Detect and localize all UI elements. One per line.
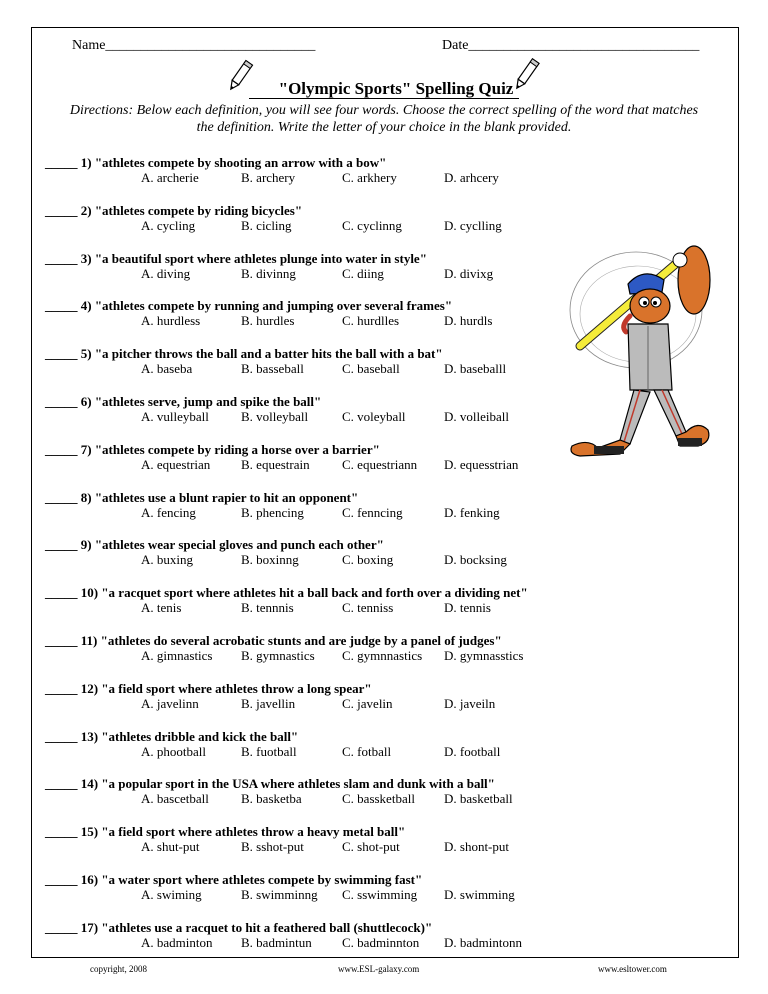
question-stem: _____ 17) "athletes use a racquet to hit a feathered ball (shuttlecock)" bbox=[45, 919, 433, 935]
answer-option: D. bocksing bbox=[444, 552, 507, 568]
answer-option: A. baseba bbox=[141, 361, 193, 377]
question-item bbox=[45, 585, 645, 616]
answer-option: A. swiming bbox=[141, 887, 202, 902]
answer-option: D. badmintonn bbox=[444, 934, 522, 950]
answer-option: C. diing bbox=[342, 265, 384, 281]
answer-option: A. fencing bbox=[141, 504, 196, 520]
answer-option: A. buxing bbox=[141, 552, 193, 568]
answer-option: A. hurdless bbox=[141, 313, 201, 329]
question-item bbox=[45, 203, 645, 234]
question-stem: _____ 6) "athletes serve, jump and spike the ball" bbox=[45, 394, 322, 409]
pencil-icon bbox=[512, 56, 540, 94]
answer-options bbox=[45, 505, 645, 521]
quiz-title: "Olympic Sports" Spelling Quiz bbox=[0, 79, 768, 99]
answer-option: B. sshot-put bbox=[241, 839, 304, 855]
answer-option: B. tennnis bbox=[241, 600, 294, 616]
date-field[interactable]: Date_________________________________ bbox=[442, 38, 700, 53]
question-item bbox=[45, 251, 645, 282]
baseball-player-illustration bbox=[558, 240, 718, 480]
footer-link-esl-galaxy[interactable]: www.ESL-galaxy.com bbox=[338, 964, 420, 974]
answer-option: C. equestriann bbox=[342, 456, 418, 472]
answer-option: C. voleyball bbox=[342, 409, 406, 424]
answer-option: A. bascetball bbox=[141, 791, 209, 807]
answer-option: D. javeiln bbox=[444, 695, 496, 711]
answer-option: B. equestrain bbox=[241, 456, 310, 472]
answer-option: B. divinng bbox=[241, 265, 296, 281]
answer-option: C. javelin bbox=[342, 695, 393, 711]
answer-option: C. arkhery bbox=[342, 170, 397, 185]
directions: Directions: Below each definition, you will see four words. Choose the correct spelling of the word that matches the definition. Write the letter of your choice in the blank provided. bbox=[69, 103, 699, 135]
answer-option: B. javellin bbox=[241, 695, 296, 711]
question-stem: _____ 1) "athletes compete by shooting an arrow with a bow" bbox=[45, 155, 387, 170]
answer-options bbox=[45, 218, 645, 234]
answer-option: B. swimminng bbox=[241, 887, 318, 902]
answer-options bbox=[45, 744, 645, 760]
answer-option: D. fenking bbox=[444, 504, 500, 520]
answer-options bbox=[45, 696, 645, 712]
answer-option: A. equestrian bbox=[141, 456, 211, 472]
answer-options bbox=[45, 457, 645, 473]
name-field[interactable]: Name______________________________ bbox=[72, 38, 316, 53]
answer-option: A. tenis bbox=[141, 600, 182, 616]
answer-options bbox=[45, 887, 645, 903]
question-stem: _____ 11) "athletes do several acrobatic stunts and are judge by a panel of judges" bbox=[45, 633, 502, 648]
answer-options bbox=[45, 935, 645, 951]
answer-option: C. baseball bbox=[342, 361, 400, 377]
question-item bbox=[45, 824, 645, 855]
answer-option: B. volleyball bbox=[241, 409, 309, 424]
question-item bbox=[45, 729, 645, 760]
answer-option: D. gymnasstics bbox=[444, 648, 524, 663]
answer-option: B. boxinng bbox=[241, 552, 299, 568]
answer-option: C. boxing bbox=[342, 552, 394, 568]
answer-option: D. basketball bbox=[444, 791, 513, 807]
question-item bbox=[45, 681, 645, 712]
answer-option: A. badminton bbox=[141, 934, 213, 950]
copyright-text: copyright, 2008 bbox=[90, 964, 147, 974]
answer-option: B. hurdles bbox=[241, 313, 295, 329]
question-item bbox=[45, 920, 645, 951]
answer-option: D. tennis bbox=[444, 600, 491, 616]
answer-option: A. cycling bbox=[141, 217, 196, 233]
question-item bbox=[45, 442, 645, 473]
question-stem: _____ 15) "a field sport where athletes throw a heavy metal ball" bbox=[45, 824, 406, 840]
answer-option: D. equesstrian bbox=[444, 456, 519, 472]
answer-option: D. volleiball bbox=[444, 409, 509, 424]
question-stem: _____ 4) "athletes compete by running and jumping over several frames" bbox=[45, 298, 453, 314]
answer-options bbox=[45, 266, 645, 282]
answer-option: D. shont-put bbox=[444, 839, 509, 855]
question-stem: _____ 7) "athletes compete by riding a horse over a barrier" bbox=[45, 441, 380, 457]
answer-options bbox=[45, 313, 645, 329]
answer-option: A. archerie bbox=[141, 170, 199, 185]
answer-option: D. divixg bbox=[444, 265, 494, 281]
answer-option: B. gymnastics bbox=[241, 648, 315, 663]
answer-options bbox=[45, 361, 645, 377]
question-item bbox=[45, 490, 645, 521]
question-stem: _____ 14) "a popular sport in the USA where athletes slam and dunk with a ball" bbox=[45, 776, 495, 792]
question-stem: _____ 12) "a field sport where athletes throw a long spear" bbox=[45, 680, 372, 696]
answer-options bbox=[45, 170, 645, 186]
answer-option: C. cyclinng bbox=[342, 217, 402, 233]
answer-options bbox=[45, 409, 645, 425]
answer-option: C. fenncing bbox=[342, 504, 403, 520]
question-stem: _____ 9) "athletes wear special gloves and punch each other" bbox=[45, 537, 384, 553]
answer-options bbox=[45, 600, 645, 616]
answer-options bbox=[45, 648, 645, 664]
question-item bbox=[45, 394, 645, 425]
question-stem: _____ 3) "a beautiful sport where athletes plunge into water in style" bbox=[45, 250, 427, 266]
answer-option: A. javelinn bbox=[141, 695, 199, 711]
answer-option: B. fuotball bbox=[241, 743, 297, 759]
question-item bbox=[45, 872, 645, 903]
answer-option: A. diving bbox=[141, 265, 191, 281]
answer-option: D. baseballl bbox=[444, 361, 507, 377]
answer-option: D. swimming bbox=[444, 887, 515, 902]
question-item bbox=[45, 346, 645, 377]
answer-option: B. phencing bbox=[241, 504, 304, 520]
answer-option: D. football bbox=[444, 743, 501, 759]
answer-option: B. basketba bbox=[241, 791, 302, 807]
answer-option: C. gymnnastics bbox=[342, 648, 423, 663]
question-item bbox=[45, 776, 645, 807]
question-stem: _____ 13) "athletes dribble and kick the ball" bbox=[45, 728, 299, 744]
question-stem: _____ 10) "a racquet sport where athletes hit a ball back and forth over a dividing net" bbox=[45, 585, 528, 601]
answer-option: C. fotball bbox=[342, 743, 392, 759]
answer-option: A. gimnastics bbox=[141, 648, 213, 663]
question-stem: _____ 8) "athletes use a blunt rapier to hit an opponent" bbox=[45, 489, 359, 505]
answer-option: C. bassketball bbox=[342, 791, 415, 807]
answer-option: B. archery bbox=[241, 170, 296, 185]
answer-option: B. cicling bbox=[241, 217, 292, 233]
answer-option: A. phootball bbox=[141, 743, 206, 759]
question-item bbox=[45, 633, 645, 664]
answer-options bbox=[45, 791, 645, 807]
question-stem: _____ 5) "a pitcher throws the ball and a batter hits the ball with a bat" bbox=[45, 346, 443, 362]
answer-option: C. hurdlles bbox=[342, 313, 400, 329]
question-stem: _____ 2) "athletes compete by riding bicycles" bbox=[45, 202, 303, 218]
answer-option: B. badmintun bbox=[241, 934, 312, 950]
question-stem: _____ 16) "a water sport where athletes compete by swimming fast" bbox=[45, 872, 423, 887]
answer-option: C. badminnton bbox=[342, 934, 420, 950]
answer-option: D. cyclling bbox=[444, 217, 502, 233]
question-item bbox=[45, 537, 645, 568]
answer-option: C. sswimming bbox=[342, 887, 418, 902]
answer-option: B. basseball bbox=[241, 361, 304, 377]
answer-option: A. vulleyball bbox=[141, 409, 209, 424]
answer-option: C. shot-put bbox=[342, 839, 400, 855]
answer-option: C. tenniss bbox=[342, 600, 394, 616]
answer-options bbox=[45, 552, 645, 568]
question-item bbox=[45, 155, 645, 186]
answer-options bbox=[45, 839, 645, 855]
answer-option: A. shut-put bbox=[141, 839, 200, 855]
question-item bbox=[45, 298, 645, 329]
answer-option: D. hurdls bbox=[444, 313, 493, 329]
footer-link-esltower[interactable]: www.esltower.com bbox=[598, 964, 667, 974]
answer-option: D. arhcery bbox=[444, 170, 499, 185]
